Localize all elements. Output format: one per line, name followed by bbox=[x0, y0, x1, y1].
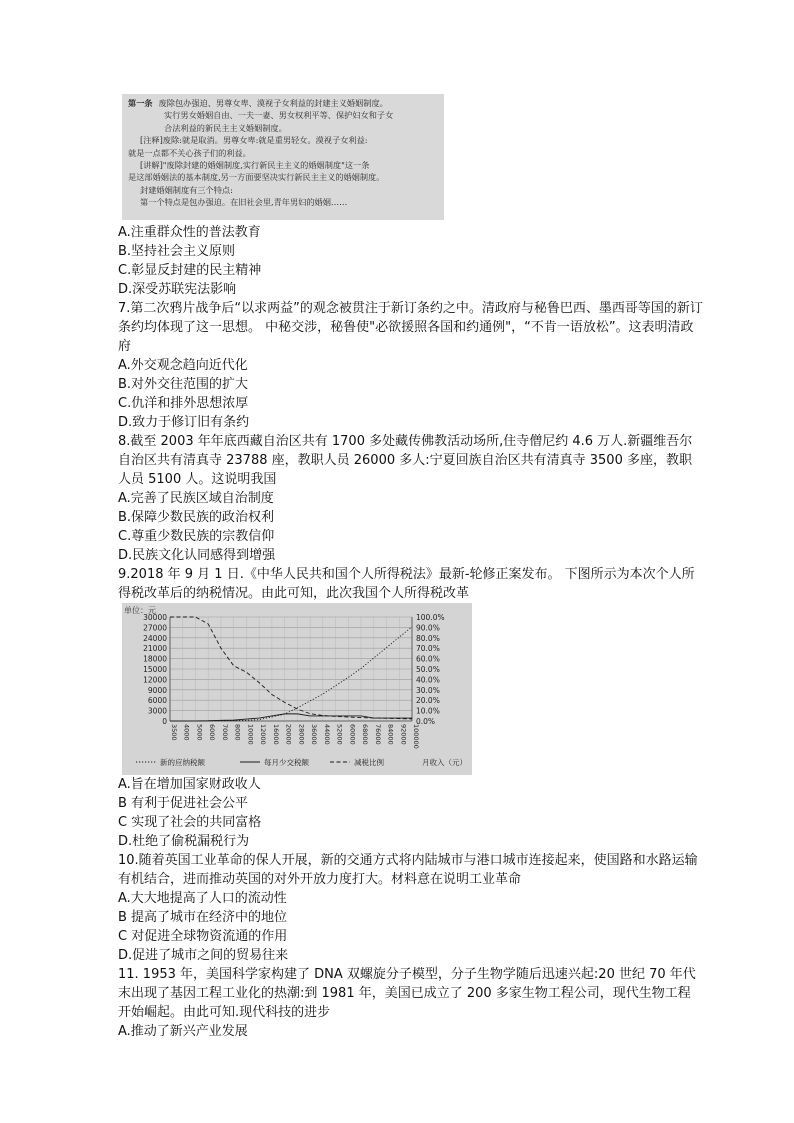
y-left-tick-label: 15000 bbox=[143, 665, 167, 674]
y-left-tick-label: 12000 bbox=[143, 675, 167, 685]
y-left-tick-label: 0 bbox=[162, 717, 167, 726]
law-line: 第一个特点是包办强迫。在旧社会里,青年男妇的婚姻…… bbox=[140, 197, 348, 208]
question-9-stem: 9.2018 年 9 月 1 日.《中华人民共和国个人所得税法》最新-轮修正案发布。 下图所示为本次个人所得税改革后的纳税情况。由此可知，此次我国个人所得税改革 bbox=[118, 567, 695, 601]
option-c: C 实现了社会的共同富格 bbox=[118, 815, 262, 830]
y-left-tick-label: 18000 bbox=[143, 654, 167, 664]
question-10-stem: 10.随着英国工业革命的保人开展，新的交通方式将内陆城市与港口城市连接起来，使国路和水路运输有机结合，进而推动英国的对外开放力度打大。材料意在说明工业革命 bbox=[118, 853, 698, 887]
legend-label: 新的应纳税额 bbox=[160, 758, 205, 767]
x-tick-label: 100000 bbox=[412, 724, 420, 749]
y-left-tick-label: 30000 bbox=[143, 613, 167, 622]
x-tick-label: 20000 bbox=[284, 724, 293, 745]
option-b: B.坚持社会主义原则 bbox=[118, 244, 236, 259]
x-tick-label: 12000 bbox=[259, 724, 268, 745]
law-line: 就是一点都不关心孩子们的利益。 bbox=[128, 147, 251, 158]
x-tick-label: 10000 bbox=[246, 724, 255, 745]
y-right-tick-label: 50.0% bbox=[416, 665, 440, 674]
option-c: C 对促进全球物资流通的作用 bbox=[118, 929, 288, 944]
x-tick-label: 5000 bbox=[195, 724, 204, 741]
question-7-stem: 7.第二次鸦片战争后“以求两益”的观念被贯注于新订条约之中。清政府与秘鲁巴西、墨西哥等国的新订条约均体现了这一思想。 中秘交涉，秘鲁使"必欲援照各国和约通例"，“不肯一语放松”。这表明清政府 bbox=[118, 301, 703, 354]
option-a: A.注重群众性的普法教育 bbox=[118, 225, 261, 240]
option-b: B.保障少数民族的政治权利 bbox=[118, 510, 275, 525]
y-right-tick-label: 80.0% bbox=[416, 633, 440, 643]
option-d: D.深受苏联宪法影响 bbox=[118, 282, 237, 297]
law-line: [讲解]"废除封建的婚姻制度,实行新民主主义的婚姻制度"这一条 bbox=[140, 160, 370, 171]
x-tick-label: 68000 bbox=[361, 724, 370, 745]
y-right-tick-label: 10.0% bbox=[416, 706, 440, 716]
option-a: A.大大地提高了人口的流动性 bbox=[118, 891, 287, 906]
legend-label: 每月少交税额 bbox=[264, 758, 309, 767]
question-8-stem: 8.截至 2003 年年底西藏自治区共有 1700 多处藏传佛教活动场所,住寺僧尼约 4.6 万人.新疆维吾尔自治区共有清真寺 23788 座，教职人员 26000 多人:宁夏回族自治区共有清真寺 3500 多座，教职人员 5100 人。这说明我国 bbox=[118, 434, 693, 487]
option-b: B 有利于促进社会公平 bbox=[118, 796, 249, 811]
option-d: D.致力于修订旧有条约 bbox=[118, 415, 250, 430]
option-d: D.民族文化认同感得到增强 bbox=[118, 548, 276, 563]
option-a: A.外交观念趋向近代化 bbox=[118, 358, 248, 373]
law-line: 是这部婚姻法的基本制度,另一方面要坚决实行新民主主义的婚姻制度。 bbox=[128, 172, 385, 183]
y-right-tick-label: 60.0% bbox=[416, 654, 440, 664]
series-line-2 bbox=[170, 714, 412, 721]
law-line: 废除包办强迫、男尊女卑、漠视子女利益的封建主义婚姻制度。 bbox=[158, 98, 388, 108]
chart-unit-label: 单位：元 bbox=[124, 606, 156, 615]
law-article-number: 第一条 bbox=[128, 98, 153, 108]
exam-page bbox=[118, 94, 703, 1041]
x-tick-label: 36000 bbox=[310, 724, 319, 745]
law-line: [注释]废除:就是取消。男尊女卑:就是重男轻女。漠视子女利益: bbox=[140, 135, 368, 146]
x-axis-label: 月收入（元） bbox=[422, 758, 467, 767]
y-right-tick-label: 100.0% bbox=[416, 613, 445, 622]
option-b: B 提高了城市在经济中的地位 bbox=[118, 910, 288, 925]
y-left-tick-label: 27000 bbox=[143, 623, 167, 633]
law-line: 合法利益的新民主主义婚姻制度。 bbox=[164, 122, 287, 133]
x-tick-label: 8000 bbox=[233, 724, 242, 741]
option-a: A.完善了民族区域自治制度 bbox=[118, 491, 274, 506]
x-tick-label: 28000 bbox=[297, 724, 306, 745]
option-d: D.杜绝了偷税漏税行为 bbox=[118, 834, 250, 849]
y-right-tick-label: 90.0% bbox=[416, 623, 440, 633]
law-line: 实行男女婚姻自由、一夫一妻、男女权利平等、保护妇女和子女 bbox=[164, 110, 394, 121]
tax-chart bbox=[122, 603, 472, 775]
y-left-tick-label: 6000 bbox=[147, 696, 167, 706]
x-tick-label: 52000 bbox=[335, 724, 344, 745]
option-c: C.彰显反封建的民主精神 bbox=[118, 263, 262, 278]
x-tick-label: 76000 bbox=[373, 724, 382, 745]
x-tick-label: 4000 bbox=[182, 724, 191, 741]
y-left-tick-label: 9000 bbox=[147, 685, 167, 695]
option-d: D.促进了城市之间的贸易往来 bbox=[118, 948, 289, 963]
option-a: A.推动了新兴产业发展 bbox=[118, 1024, 248, 1039]
y-right-tick-label: 20.0% bbox=[416, 696, 440, 706]
option-b: B.对外交往范围的扩大 bbox=[118, 377, 249, 392]
y-right-tick-label: 0.0% bbox=[416, 717, 436, 726]
law-line: 封建婚姻制度有三个特点: bbox=[140, 184, 233, 195]
x-tick-label: 60000 bbox=[348, 724, 357, 745]
x-tick-label: 7000 bbox=[220, 724, 229, 741]
x-tick-label: 84000 bbox=[386, 724, 395, 745]
y-left-tick-label: 21000 bbox=[143, 644, 167, 654]
x-tick-label: 16000 bbox=[271, 724, 280, 745]
y-left-tick-label: 24000 bbox=[143, 633, 167, 643]
x-tick-label: 92000 bbox=[399, 724, 408, 745]
y-right-tick-label: 70.0% bbox=[416, 644, 440, 654]
option-a: A.旨在增加国家财政收人 bbox=[118, 777, 261, 792]
question-11-stem: 11. 1953 年，美国科学家构建了 DNA 双螺旋分子模型，分子生物学随后迅速兴起:20 世纪 70 年代末出现了基因工程工业化的热潮:到 1981 年，美国已成立了 200 多家生物工程公司，现代生物工程开始崛起。由此可知.现代科技的进步 bbox=[118, 967, 696, 1020]
tax-chart-svg bbox=[122, 603, 472, 775]
y-right-tick-label: 30.0% bbox=[416, 685, 440, 695]
x-tick-label: 6000 bbox=[208, 724, 217, 741]
option-c: C.尊重少数民族的宗教信仰 bbox=[118, 529, 275, 544]
x-tick-label: 3500 bbox=[170, 724, 178, 741]
option-c: C.仇洋和排外思想浓厚 bbox=[118, 396, 249, 411]
series-line-3 bbox=[170, 617, 412, 719]
x-tick-label: 44000 bbox=[322, 724, 331, 745]
y-right-tick-label: 40.0% bbox=[416, 675, 440, 685]
y-left-tick-label: 3000 bbox=[147, 706, 167, 716]
legend-label: 减税比例 bbox=[354, 758, 384, 767]
series-line-1 bbox=[170, 627, 412, 721]
law-excerpt-image bbox=[122, 94, 444, 220]
